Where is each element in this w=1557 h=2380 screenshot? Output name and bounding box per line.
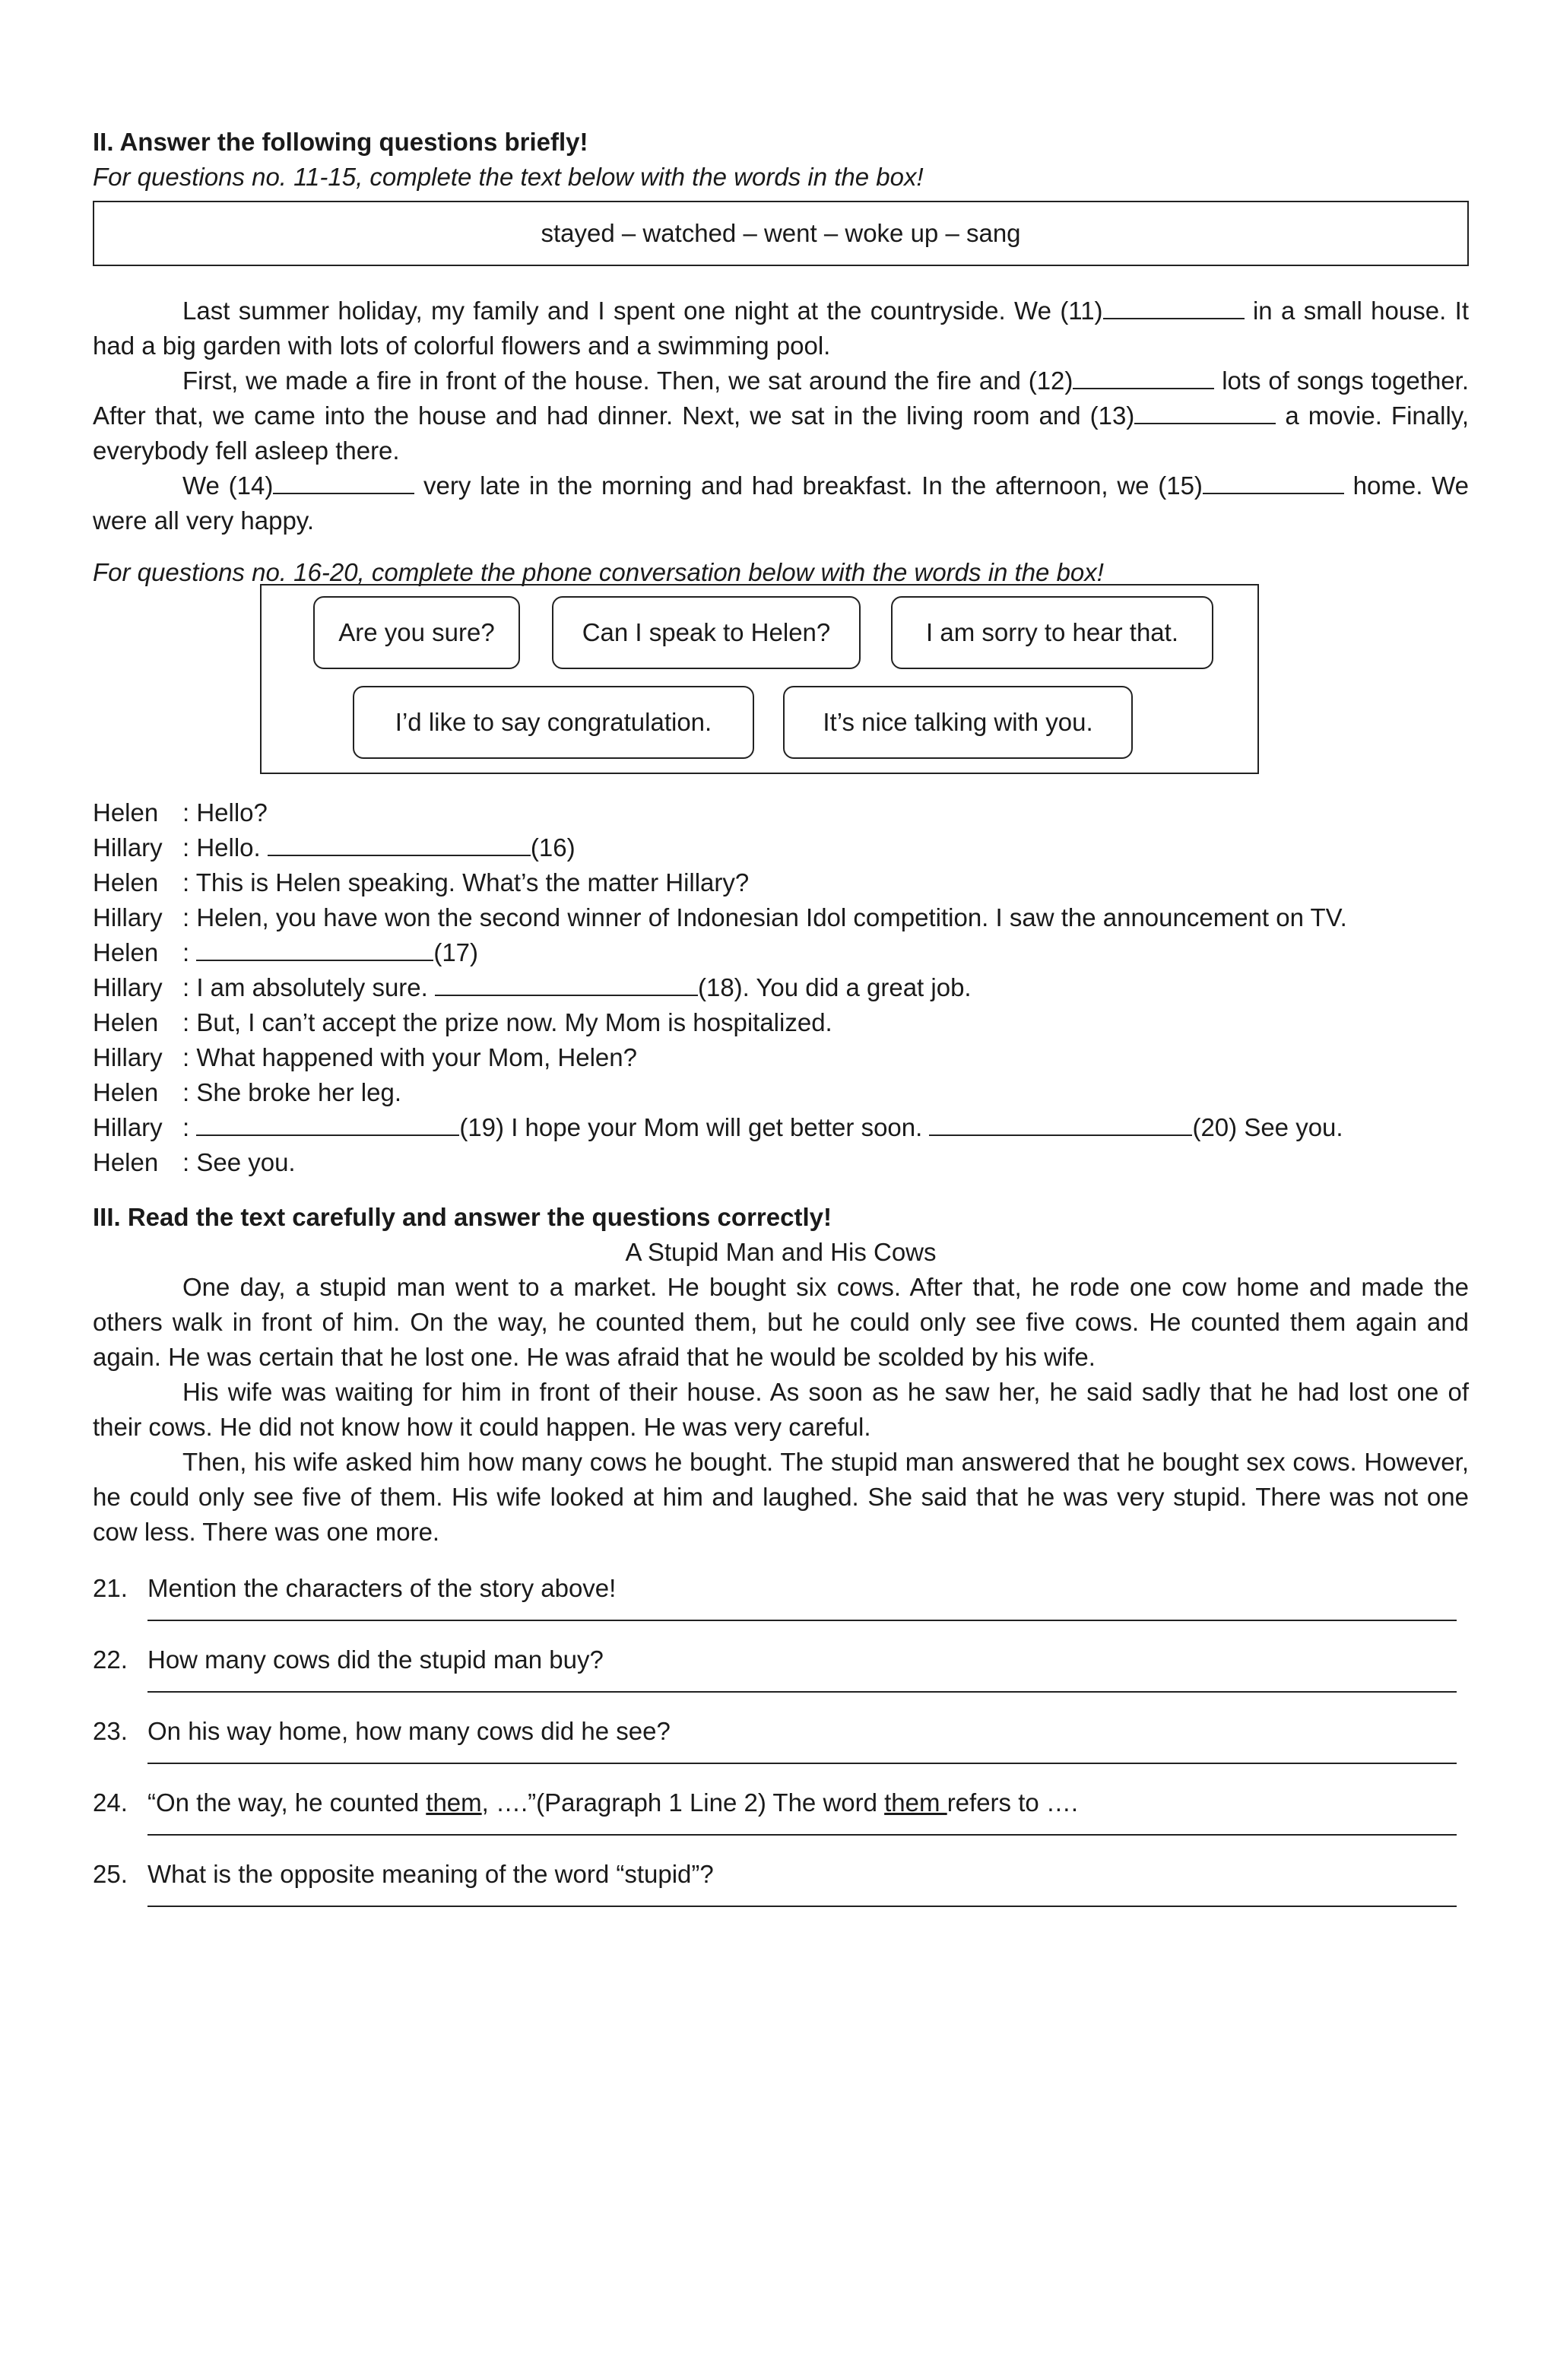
speaker: Hillary	[93, 1043, 163, 1071]
option-nice-talking: It’s nice talking with you.	[783, 686, 1133, 759]
question-number: 21.	[93, 1574, 128, 1602]
answer-line-21[interactable]	[147, 1620, 1457, 1621]
line-text: : This is Helen speaking. What’s the matter Hillary?	[182, 868, 750, 896]
speaker: Helen	[93, 798, 159, 827]
speaker: Helen	[93, 938, 159, 966]
dialog-line	[93, 1005, 1469, 1040]
paragraph-1	[93, 294, 1469, 363]
question-23	[93, 1714, 1469, 1749]
word-box	[93, 201, 1469, 266]
speaker: Helen	[93, 1008, 159, 1036]
question-text: On his way home, how many cows did he see?	[147, 1717, 671, 1745]
dialog-line	[93, 900, 1469, 935]
dialog-line	[93, 1075, 1469, 1110]
story-paragraph-3: Then, his wife asked him how many cows he bought. The stupid man answered that he bought sex cows. However, he could only see five of them. His wife looked at him and laughed. She said that he was very stupid. There was not one cow less. There was one more.	[93, 1448, 1469, 1546]
speaker: Helen	[93, 1078, 159, 1106]
option-can-i-speak: Can I speak to Helen?	[552, 596, 861, 669]
line-text: (18). You did a great job.	[697, 973, 972, 1001]
blank-14[interactable]	[273, 470, 414, 494]
question-21	[93, 1571, 1469, 1606]
story-title: A Stupid Man and His Cows	[625, 1238, 937, 1266]
blank-17[interactable]	[196, 937, 433, 961]
line-text: :	[182, 1113, 197, 1141]
question-24	[93, 1785, 1469, 1820]
answer-line-24[interactable]	[147, 1834, 1457, 1836]
word-box-text: stayed – watched – went – woke up – sang	[541, 219, 1021, 247]
dialog-line	[93, 865, 1469, 900]
question-25	[93, 1857, 1469, 1892]
line-text: : But, I can’t accept the prize now. My Mom is hospitalized.	[182, 1008, 832, 1036]
paragraph-3-text-c: home. We were all very happy.	[93, 471, 1469, 535]
line-text: (17)	[433, 938, 479, 966]
paragraph-1-text-a: Last summer holiday, my family and I spent one night at the countryside. We (11)	[182, 297, 1103, 325]
question-text: , ….”(Paragraph 1 Line 2) The word	[481, 1788, 885, 1817]
blank-16[interactable]	[268, 832, 531, 856]
line-text: (20) See you.	[1192, 1113, 1343, 1141]
blank-19[interactable]	[196, 1112, 459, 1136]
option-are-you-sure: Are you sure?	[313, 596, 520, 669]
paragraph-2	[93, 363, 1469, 468]
question-text: refers to ….	[947, 1788, 1079, 1817]
speaker: Helen	[93, 1148, 159, 1176]
instruction-11-15: For questions no. 11-15, complete the text below with the words in the box!	[93, 163, 924, 191]
line-text: :	[182, 938, 197, 966]
answer-line-25[interactable]	[147, 1906, 1457, 1907]
blank-20[interactable]	[929, 1112, 1192, 1136]
question-text: What is the opposite meaning of the word “stupid”?	[147, 1860, 714, 1888]
question-number: 22.	[93, 1645, 128, 1674]
dialog-line	[93, 935, 1469, 970]
dialog-line	[93, 970, 1469, 1005]
speaker: Hillary	[93, 1113, 163, 1141]
speaker: Hillary	[93, 973, 163, 1001]
paragraph-3	[93, 468, 1469, 538]
dialog-line	[93, 1110, 1469, 1145]
speaker: Hillary	[93, 903, 163, 931]
line-text: : What happened with your Mom, Helen?	[182, 1043, 637, 1071]
option-sorry-to-hear: I am sorry to hear that.	[891, 596, 1213, 669]
line-text: : I am absolutely sure.	[182, 973, 435, 1001]
speaker: Helen	[93, 868, 159, 896]
question-text: “On the way, he counted	[147, 1788, 427, 1817]
story-paragraph-2: His wife was waiting for him in front of their house. As soon as he saw her, he said sadly that he had lost one of their cows. He did not know how it could happen. He was very careful.	[93, 1378, 1469, 1441]
line-text: : She broke her leg.	[182, 1078, 402, 1106]
phone-conversation	[93, 795, 1469, 1180]
story-paragraph-1: One day, a stupid man went to a market. He bought six cows. After that, he rode one cow home and made the others walk in front of him. On the way, he counted them, but he could only see five cows. He counted them again and again. He was certain that he lost one. He was afraid that he would be scolded by his wife.	[93, 1273, 1469, 1371]
question-text: Mention the characters of the story above!	[147, 1574, 617, 1602]
instruction-16-20: For questions no. 16-20, complete the phone conversation below with the words in the box!	[93, 558, 1104, 586]
speaker: Hillary	[93, 833, 163, 862]
option-congratulation: I’d like to say congratulation.	[353, 686, 754, 759]
underlined-word: them	[426, 1788, 482, 1817]
answer-line-22[interactable]	[147, 1691, 1457, 1693]
blank-15[interactable]	[1203, 470, 1344, 494]
underlined-word: them	[884, 1788, 947, 1817]
dialog-line	[93, 830, 1469, 865]
question-22	[93, 1642, 1469, 1677]
dialog-line	[93, 1040, 1469, 1075]
line-text: (16)	[530, 833, 576, 862]
question-text: How many cows did the stupid man buy?	[147, 1645, 604, 1674]
blank-11[interactable]	[1103, 295, 1245, 319]
dialog-line	[93, 1145, 1469, 1180]
paragraph-3-text-a: We (14)	[182, 471, 274, 500]
answer-line-23[interactable]	[147, 1763, 1457, 1764]
dialog-line	[93, 795, 1469, 830]
question-number: 24.	[93, 1788, 128, 1817]
question-number: 25.	[93, 1860, 128, 1888]
question-list	[93, 1571, 1469, 1907]
paragraph-2-text-c: a movie. Finally, everybody fell asleep there.	[93, 401, 1469, 465]
line-text: : Helen, you have won the second winner of Indonesian Idol competition. I saw the announcement on TV.	[182, 903, 1347, 931]
line-text: : See you.	[182, 1148, 296, 1176]
phrase-box	[260, 584, 1259, 774]
question-number: 23.	[93, 1717, 128, 1745]
line-text: (19) I hope your Mom will get better soon.	[459, 1113, 930, 1141]
section-2-title: II. Answer the following questions briefly!	[93, 128, 588, 156]
blank-13[interactable]	[1134, 400, 1276, 424]
paragraph-2-text-a: First, we made a fire in front of the house. Then, we sat around the fire and (12)	[182, 367, 1073, 395]
section-3-title: III. Read the text carefully and answer the questions correctly!	[93, 1203, 832, 1231]
line-text: : Hello?	[182, 798, 268, 827]
paragraph-3-text-b: very late in the morning and had breakfast. In the afternoon, we (15)	[414, 471, 1203, 500]
blank-18[interactable]	[435, 972, 698, 996]
paragraph-1-text-b: in a small house. It had a big garden with lots of colorful flowers and a swimming pool.	[93, 297, 1469, 360]
worksheet	[93, 125, 1469, 1928]
blank-12[interactable]	[1073, 365, 1214, 389]
paragraph-2-text-b: lots of songs together. After that, we came into the house and had dinner. Next, we sat in the living room and (13)	[93, 367, 1469, 430]
line-text: : Hello.	[182, 833, 268, 862]
